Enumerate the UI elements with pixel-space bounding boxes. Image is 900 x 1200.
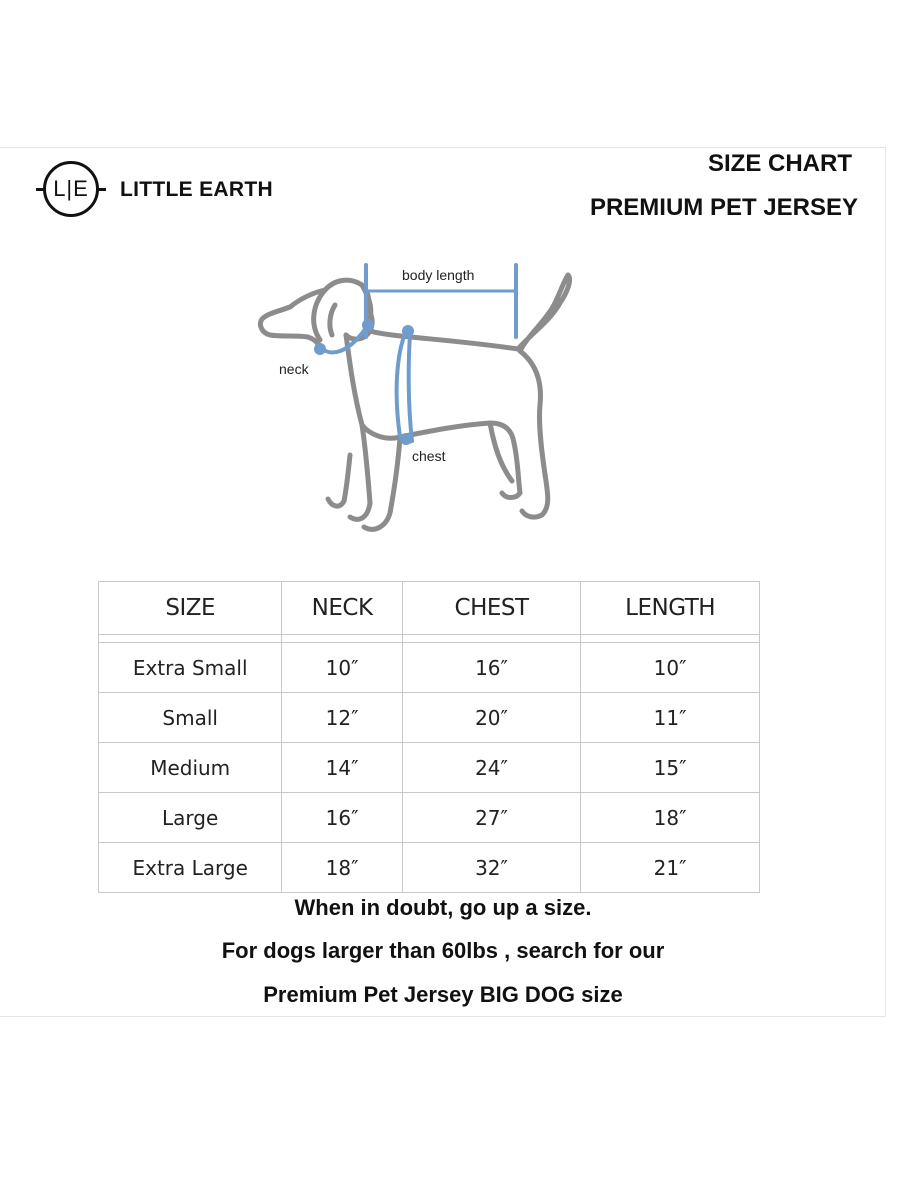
cell-chest: 16″ bbox=[402, 643, 580, 693]
cell-length: 21″ bbox=[581, 843, 760, 893]
note-large-dogs: For dogs larger than 60lbs , search for our bbox=[221, 938, 665, 963]
logo-letters: L|E bbox=[53, 176, 89, 201]
cell-chest: 24″ bbox=[402, 743, 580, 793]
cell-length: 18″ bbox=[581, 793, 760, 843]
page-subtitle: PREMIUM PET JERSEY bbox=[589, 194, 858, 221]
body-length-label: body length bbox=[402, 267, 475, 283]
table-row bbox=[99, 743, 760, 793]
cell-size: Small bbox=[99, 693, 282, 743]
note-big-dog-product: Premium Pet Jersey BIG DOG size bbox=[263, 982, 623, 1007]
cell-length: 10″ bbox=[581, 643, 760, 693]
chest-dot-bottom bbox=[402, 435, 410, 443]
table-row bbox=[99, 793, 760, 843]
cell-length: 11″ bbox=[581, 693, 760, 743]
header-size: SIZE bbox=[99, 582, 282, 635]
cell-size: Medium bbox=[99, 743, 282, 793]
dog-measurement-diagram bbox=[250, 255, 590, 545]
header-length: LENGTH bbox=[581, 582, 760, 635]
table-row bbox=[99, 843, 760, 893]
brand-name: LITTLE EARTH bbox=[120, 178, 273, 201]
cell-chest: 32″ bbox=[402, 843, 580, 893]
cell-chest: 27″ bbox=[402, 793, 580, 843]
measure-marks bbox=[316, 265, 516, 443]
cell-size: Large bbox=[99, 793, 282, 843]
cell-length: 15″ bbox=[581, 743, 760, 793]
page-title: SIZE CHART bbox=[708, 150, 852, 177]
cell-chest: 20″ bbox=[402, 693, 580, 743]
dog-illustration bbox=[250, 255, 590, 545]
cell-neck: 16″ bbox=[282, 793, 403, 843]
cell-size: Extra Large bbox=[99, 843, 282, 893]
cell-size: Extra Small bbox=[99, 643, 282, 693]
header-neck: NECK bbox=[282, 582, 403, 635]
dog-outline bbox=[260, 275, 569, 529]
cell-neck: 14″ bbox=[282, 743, 403, 793]
table-spacer-row bbox=[99, 635, 760, 643]
note-size-advice: When in doubt, go up a size. bbox=[294, 895, 592, 920]
cell-neck: 10″ bbox=[282, 643, 403, 693]
cell-neck: 18″ bbox=[282, 843, 403, 893]
header-chest: CHEST bbox=[402, 582, 580, 635]
neck-dot-right bbox=[364, 321, 372, 329]
brand-logo bbox=[36, 157, 286, 227]
neck-dot-left bbox=[316, 345, 324, 353]
table-row bbox=[99, 693, 760, 743]
neck-label: neck bbox=[279, 361, 309, 377]
size-table bbox=[98, 581, 760, 893]
table-row bbox=[99, 643, 760, 693]
chest-dot-top bbox=[404, 327, 412, 335]
table-header-row bbox=[99, 582, 760, 635]
chest-label: chest bbox=[412, 448, 446, 464]
chest-band bbox=[397, 330, 412, 442]
cell-neck: 12″ bbox=[282, 693, 403, 743]
